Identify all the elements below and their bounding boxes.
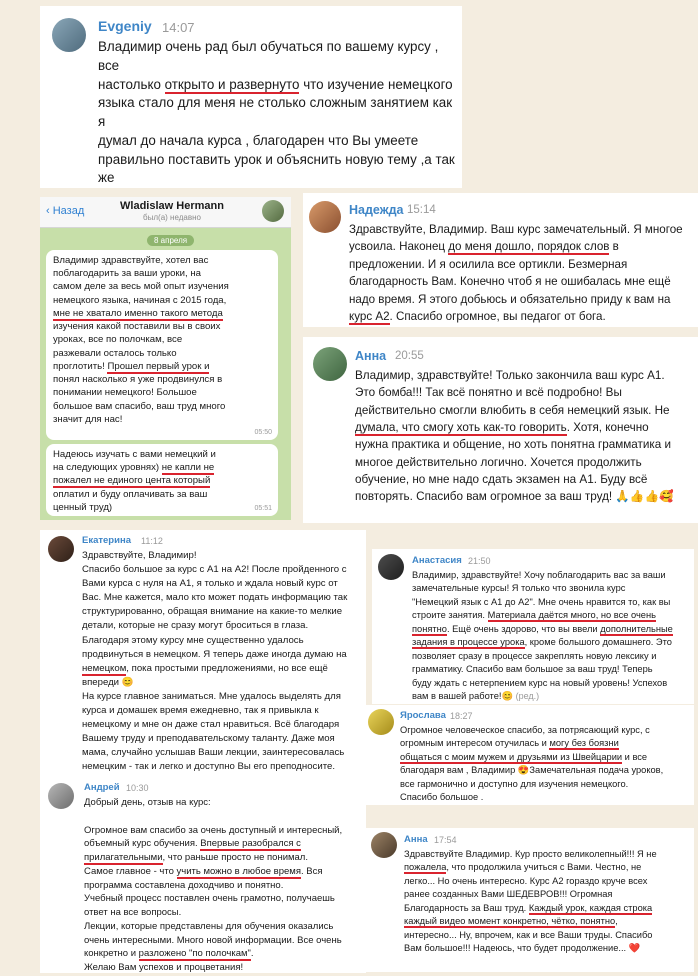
message-time: 18:27 xyxy=(450,711,473,721)
message-text: Владимир очень рад был обучаться по вашему курсу , все настолько открыто и развернуто что изучение немецкого языка стало для меня не столько сложным занятием как я думал до начала курса , благодарен что Вы умеете правильно поставить урок и объяснить новую тему ,а так же xyxy=(98,38,462,188)
avatar xyxy=(313,347,347,381)
author-name: Ярослава xyxy=(400,710,446,721)
message-text: Здравствуйте Владимир. Кур просто великолепный!!! Я не пожалела, что продолжила учиться с Вами. Честно, не легко... Но очень интересно. Курс А2 гораздо круче всех ранее созданных Вами ШЕДЕВРОВ!!! Огромная Благодарность за Ваш труд. Каждый урок, каждая строка каждый видео момент конкретно, чётко, понятно, интересно... Ну, впрочем, как и все Ваши труды. Спасибо Вам большое!!! Надеюсь, что будет продолжение... ❤️ xyxy=(404,849,657,954)
review-card-evgeniy xyxy=(40,6,462,188)
back-button[interactable]: ‹ Назад xyxy=(46,205,85,217)
chat-status: был(а) недавно xyxy=(143,213,201,222)
message-time: 14:07 xyxy=(162,20,195,35)
edited-label: (ред.) xyxy=(515,691,540,702)
avatar xyxy=(48,536,74,562)
message-time: 15:14 xyxy=(407,204,436,216)
review-card-ekaterina xyxy=(40,530,366,777)
message-text: Владимир, здравствуйте! Хочу поблагодарить вас за ваши замечательные курсы! Я только что звонила курс "Немецкий язык с А1 до А2". Мне очень нравится то, как вы строите занятия. Материала даётся много, но все очень понятно. Ещё очень здорово, что вы ввели дополнительные задания в процессе урока, кроме большого домашнего. Это позволяет сразу в процессе закреплять новую лексику и грамматику. Спасибо вам большое за ваш труд! Теперь буду ждать с нетерпением курс на новый уровень! Успехов вам в вашей работе!😊 (ред.) xyxy=(412,570,673,702)
author-name: Анна xyxy=(404,834,428,845)
review-card-anna-2 xyxy=(366,828,694,972)
message-time: 20:55 xyxy=(395,350,424,362)
avatar xyxy=(52,18,86,52)
review-card-anastasia xyxy=(372,549,694,704)
author-name: Анна xyxy=(355,349,387,363)
review-card-anna xyxy=(303,337,698,523)
review-card-nadezhda xyxy=(303,193,698,327)
review-card-yaroslava xyxy=(364,705,694,805)
message-text: Добрый день, отзыв на курс: Огромное вам спасибо за очень доступный и интересный, объемный курс обучения. Впервые разобрался с прилагательными, что раньше просто не понимал. Самое главное - что учить можно в любое время. Вся программа составлена доходчиво и понятно. Учебный процесс поставлен очень грамотно, получаешь ответ на все вопросы. Лекции, которые представлены для обучения оказались очень интересными. Много новой информации. Все очень конкретно и разложено "по полочкам". Желаю Вам успехов и процветания! xyxy=(84,797,343,973)
message-time: 21:50 xyxy=(468,556,491,566)
author-name: Екатерина xyxy=(82,535,131,546)
message-time: 05:51 xyxy=(254,505,272,513)
review-card-andrey xyxy=(40,777,366,973)
message-text: Здравствуйте, Владимир. Ваш курс замечательный. Я многое усвоила. Наконец до меня дошло, порядок слов в предложении. И я осилила все ортикли. Безмерная благодарность Вам. Конечно чтоб я не ошибалась мне ещё надо время. Я этого добьюсь и обязательно приду к вам на курс А2. Спасибо огромное, вы педагог от бога. xyxy=(349,223,683,323)
chat-message: Надеюсь изучать с вами немецкий и на следующих уровнях) не капли не пожалел не единого цента который оплатил и буду оплачивать за ваш ценный труд) 05:51 xyxy=(46,444,278,516)
message-time: 10:30 xyxy=(126,783,149,793)
avatar xyxy=(371,832,397,858)
author-name: Evgeniy xyxy=(98,18,152,34)
avatar[interactable] xyxy=(262,200,284,222)
message-text: Владимир, здравствуйте! Только закончила ваш курс А1. Это бомба!!! Так всё понятно и всё подробно! Вы действительно смогли влюбить в себя немецкий язык. Не думала, что смогу хоть как-то говорить. Хотя, конечно нужна практика и общение, но хоть понятна грамматика и многое действительно логично. Хочется продолжить обучение, но мне надо сдать экзамен на А1. Буду всё повторять. Спасибо вам огромное за ваш труд! 🙏👍👍🥰 xyxy=(355,369,674,504)
telegram-chat-screenshot xyxy=(40,197,291,520)
message-time: 17:54 xyxy=(434,835,457,845)
chat-message: Владимир здравствуйте, хотел вас поблагодарить за ваши уроки, на самом деле за весь мой опыт изучения немецкого языка, начиная с 2015 года, мне не хватало именно такого метода изучения какой поставили вы в своих уроках, все по полочкам, все разжевали осталось только проглотить! Прошел первый урок и понял насколько я уже продвинулся в понимании немецкого! Большое большое вам спасибо, ваш труд много значит для нас! 05:50 xyxy=(46,250,278,440)
avatar xyxy=(378,554,404,580)
avatar xyxy=(48,783,74,809)
date-badge: 8 апреля xyxy=(147,235,194,246)
author-name: Анастасия xyxy=(412,555,462,566)
message-text: Огромное человеческое спасибо, за потрясающий курс, с огромным интересом отучилась и могу без боязни общаться с моим мужем и друзьями из Швейцарии и все благодаря вам , Владимир 😍Замечательная подача уроков, все гармонично и доступно для изучения немецкого. Спасибо большое . xyxy=(400,725,664,803)
chat-header xyxy=(40,197,291,228)
chat-title: Wladislaw Hermann xyxy=(120,200,224,212)
author-name: Надежда xyxy=(349,203,404,217)
avatar xyxy=(309,201,341,233)
message-time: 11:12 xyxy=(141,536,163,546)
message-text: Здравствуйте, Владимир! Спасибо большое за курс с А1 на А2! После пройденного с Вами курса с нуля на А1, я только и ждала новый курс от Вас. Мне кажется, мало кто может подать информацию так структурированно, обращая внимание на какие-то мелкие детали, которые не сразу могут броситься в глаза. Благодаря этому курсу мне существенно удалось продвинуться в немецком. Я теперь даже иногда думаю на немецком, пока простыми предложениями, но все ещё впереди 😊 На курсе главное заниматься. Мне удалось выделять для курса и домашек время ежедневно, так я привыкла к немецкому и мне он даже стал нравиться. Всё благодаря Вашему труду и преподавательскому таланту. Даже моя мама, случайно услышав Ваши лекции, заинтересовалась немецким - так и легко и доступно Вы его преподносите. xyxy=(82,550,348,773)
message-time: 05:50 xyxy=(254,429,272,437)
author-name: Андрей xyxy=(84,782,120,793)
avatar xyxy=(368,709,394,735)
